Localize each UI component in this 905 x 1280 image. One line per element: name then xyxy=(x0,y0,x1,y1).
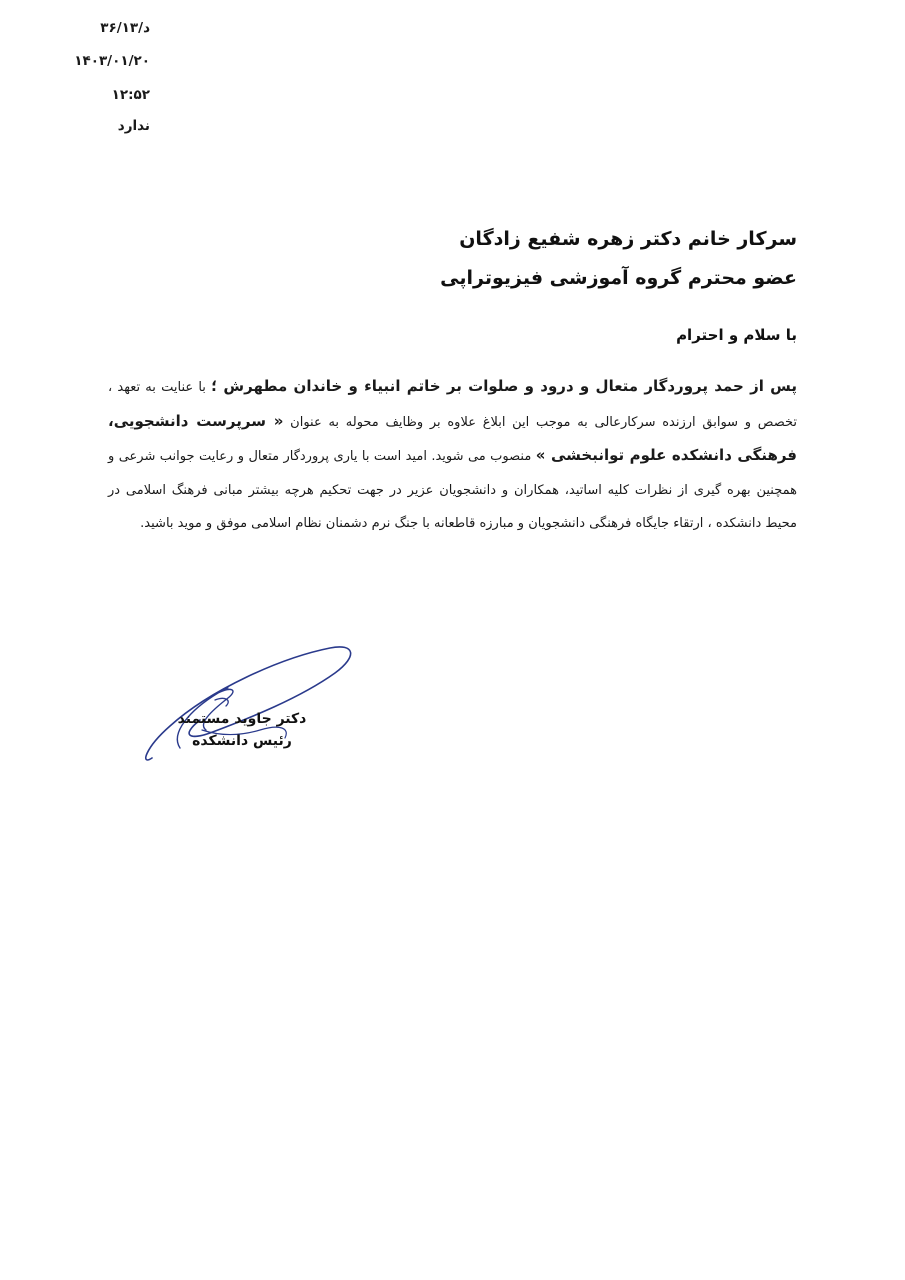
signature-block xyxy=(172,708,312,752)
addressee-title: عضو محترم گروه آموزشی فیزیوتراپی xyxy=(440,267,797,289)
attachment-status: ندارد xyxy=(117,118,150,134)
addressee-name: سرکار خانم دکتر زهره شفیع زادگان xyxy=(459,228,797,250)
handwritten-signature xyxy=(140,638,360,773)
body-opening: پس از حمد پروردگار متعال و درود و صلوات بر خاتم انبیاء و خاندان مطهرش ؛ xyxy=(211,377,798,395)
body-text-1: با عنایت به تعهد ، تخصص و سوابق ارزنده سرکارعالی به موجب این ابلاغ علاوه بر وظایف محوله به عنوان xyxy=(108,380,797,430)
signer-name: دکتر جاوید مستمند xyxy=(177,711,307,727)
body-text-2: منصوب می شوید. امید است با یاری پروردگار متعال و رعایت جوانب شرعی و همچنین بهره گیری از نظرات کلیه اساتید، همکاران و دانشجویان عزیر در جهت تحکیم هرچه بیشتر مبانی فرهنگ اسلامی در محیط دانشکده ، ارتقاء جایگاه فرهنگی دانشجویان و مبارزه قاطعانه با جنگ نرم دشمنان نظام اسلامی موفق و موید باشید. xyxy=(108,449,797,531)
signer-title: رئیس دانشکده xyxy=(192,733,292,749)
letter-number: ۳۶/۱۳/د xyxy=(100,20,150,36)
letter-time: ۱۲:۵۲ xyxy=(111,87,150,103)
body-position: « سرپرست دانشجویی، فرهنگی دانشکده علوم توانبخشی » xyxy=(108,411,797,464)
letter-body xyxy=(108,370,797,541)
letter-date: ۱۴۰۳/۰۱/۲۰ xyxy=(74,53,150,69)
greeting: با سلام و احترام xyxy=(676,326,797,344)
